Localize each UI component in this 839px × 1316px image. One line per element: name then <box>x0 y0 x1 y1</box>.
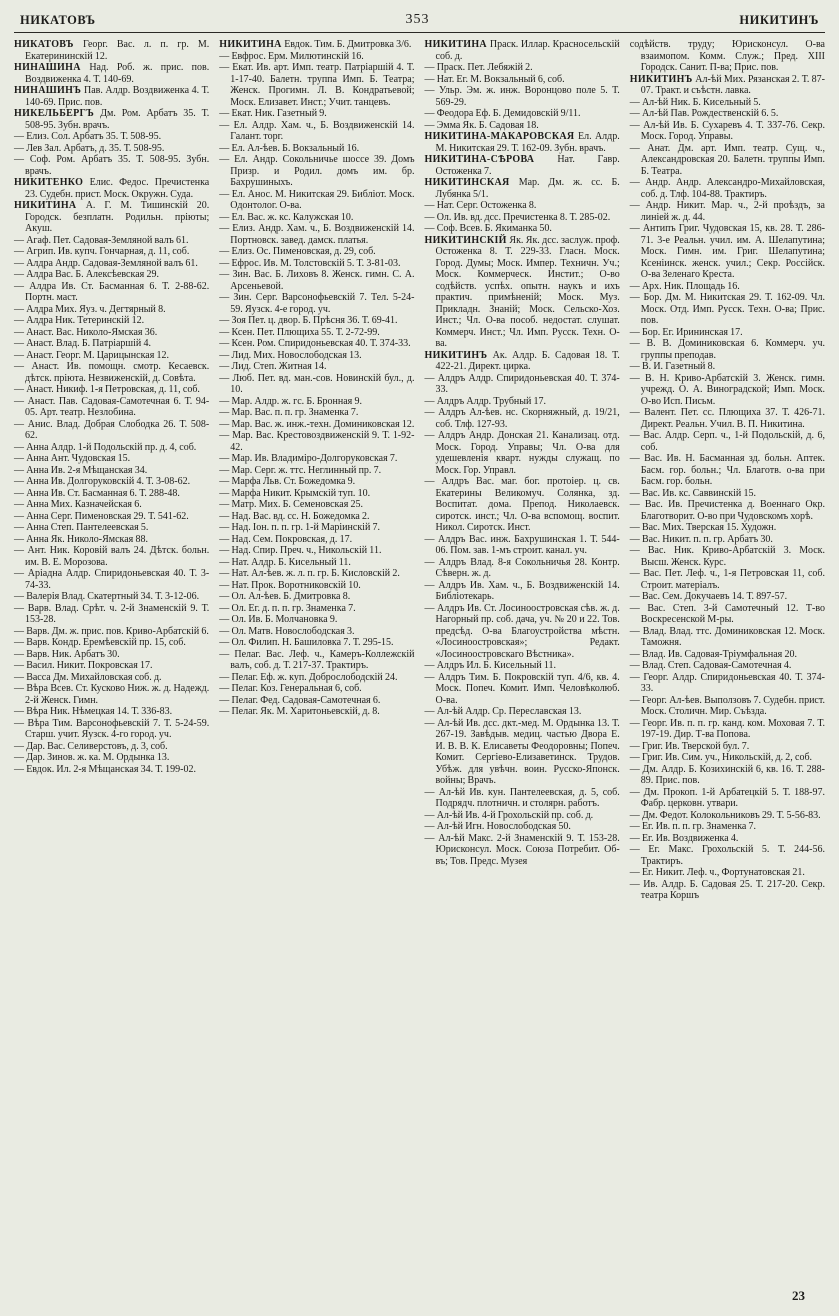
directory-entry: — В. Н. Криво-Арбатскій 3. Женск. гимн. учрежд. О. А. Виноградской; Имп. Моск. О-во Исп. Письм. <box>629 372 825 407</box>
directory-entry: — Дм. Прокоп. 1-й Арбатецкій 5. Т. 188-97. Фабр. церковн. утвари. <box>629 786 825 809</box>
surname: НИКИТИНА-СѢРОВА <box>424 154 558 165</box>
directory-entry: — Ал-ѣй Ив. кун. Пантелеевская, д. 5, соб. Подрядч. плотничн. и столярн. работъ. <box>424 786 620 809</box>
directory-entry: — Анис. Влад. Добрая Слободка 26. Т. 508-62. <box>14 418 210 441</box>
column-2 <box>219 39 414 718</box>
directory-entry: — Дм. Федот. Колокольниковъ 29. Т. 5-56-83. <box>629 809 821 821</box>
directory-entry: — Евфрос. Ерм. Милютинскій 16. <box>219 50 364 62</box>
directory-entry: — Влад. Степ. Садовая-Самотечная 4. <box>629 660 792 671</box>
header-rule <box>14 32 825 33</box>
directory-entry: — Анаст. Пав. Садовая-Самотечная 6. Т. 94-05. Арт. театр. Незлобина. <box>14 395 210 418</box>
directory-entry: — Пелаг. Вас. Леф. ч., Камеръ-Коллежскій валъ, соб. д. Т. 217-37. Трактиръ. <box>219 648 415 671</box>
directory-entry: — Ал-ѣй Ив. дсс. дкт.-мед. М. Ордынка 13. Т. 267-19. Завѣдыв. медиц. частью Двора Е. И. В. В. К. Елисаветы Феодоровны; Попеч. Комит. Сергіево-Елизаветинск. Трудов. Убѣж. для увѣчн. воин. Русско-Японск. войны; Врачъ. <box>424 717 620 786</box>
directory-entry: — Ант. Ник. Коровій валъ 24. Дѣтск. больн. им. В. Е. Морозова. <box>14 545 210 568</box>
directory-entry: — Алдръ Ал-ѣев. нс. Скорняжный, д. 19/21, соб. Тлф. 127-93. <box>424 407 620 430</box>
directory-entry: — Ив. Алдр. Б. Садовая 25. Т. 217-20. Секр. театра Коршъ <box>629 878 825 901</box>
directory-entry: — Григ. Ив. Сим. уч., Никольскій, д. 2, соб. <box>629 752 813 763</box>
directory-entry: — Нат. Ал-ѣев. ж. л. п. гр. Б. Кисловскій 2. <box>219 568 400 579</box>
directory-entry: — Мар. Серг. ж. ттс. Неглинный пр. 7. <box>219 464 382 476</box>
surname: НИКЕЛЬБЕРГЪ <box>14 108 101 119</box>
directory-entry: — Вас. Ив. кс. Саввинскій 15. <box>629 487 756 499</box>
directory-entry: — Ег. Ив. п. п. гр. Знаменка 7. <box>629 821 757 832</box>
directory-entry: — Над. Іон. п. п. гр. 1-й Маріинскій 7. <box>219 522 381 533</box>
directory-entry: — Андр. Никит. Мар. ч., 2-й проѣздъ, за линіей ж. д. 44. <box>629 200 825 223</box>
directory-entry: — Пелаг. Коз. Генеральная 6, соб. <box>219 683 362 694</box>
surname: НИКИТЕНКО <box>14 177 90 188</box>
directory-entry: — Ал-ѣй Макс. 2-й Знаменскій 9. Т. 153-28. Юрисконсул. Моск. Союза Потребит. Об-въ; Тов. Предс. Музея <box>424 832 620 867</box>
directory-entry: — В. В. Доминиковская 6. Коммерч. уч. группы преподав. <box>629 338 825 361</box>
directory-entry: НИКЕЛЬБЕРГЪ Дм. Ром. Арбатъ 35. Т. 508-95. Зубн. врачъ. <box>14 108 210 131</box>
directory-entry: НИКИТИНСКАЯ Мар. Дм. ж. сс. Б. Лубянка 5/1. <box>424 177 620 200</box>
directory-entry: — Ег. Ив. Воздвиженка 4. <box>629 832 739 844</box>
directory-entry: — Зин. Серг. Варсонофьевскій 7. Тел. 5-24-59. Яузск. 4-е город. уч. <box>219 292 415 315</box>
directory-entry: НИНАШИНА Над. Роб. ж. прис. пов. Воздвиженка 4. Т. 140-69. <box>14 62 210 85</box>
directory-entry: — Феодора Еф. Б. Демидовскій 9/11. <box>424 108 581 119</box>
directory-entry: — Лид. Степ. Житная 14. <box>219 361 327 372</box>
page-number: 353 <box>405 12 430 27</box>
surname: НИКИТИНА-МАКАРОВСКАЯ <box>424 131 579 142</box>
directory-entry: — Ел. Ал-ѣев. Б. Вокзальный 16. <box>219 142 360 154</box>
directory-entry: — Анна Ант. Чудовская 15. <box>14 453 131 464</box>
directory-entry: — Алдра Ник. Тетеринскій 12. <box>14 315 145 326</box>
directory-entry: — Пелаг. Як. М. Харитоньевскій, д. 8. <box>219 706 380 717</box>
directory-entry: — Анна Степ. Пантелеевская 5. <box>14 522 149 533</box>
directory-entry: — Алдръ Вас. инж. Бахрушинская 1. Т. 544-06. Пом. зав. 1-мъ строит. канал. уч. <box>424 533 620 556</box>
directory-entry: — Над. Сем. Покровская, д. 17. <box>219 533 353 545</box>
directory-entry: — Марфа Льв. Ст. Божедомка 9. <box>219 476 356 487</box>
directory-entry: — Ол. Ив. Б. Молчановка 9. <box>219 614 338 625</box>
directory-entry: — Елиз. Андр. Хам. ч., Б. Воздвиженскій 14. Портновск. завед. дамск. платья. <box>219 223 415 246</box>
directory-entry: — Ал-ѣй Алдр. Ср. Переславская 13. <box>424 706 582 717</box>
directory-entry: — Вас. Алдр. Серп. ч., 1-й Подольскій, д. 6, соб. <box>629 430 825 453</box>
directory-entry: — Вас. Пет. Леф. ч., 1-я Петровская 11, соб. Строит. матеріалъ. <box>629 568 825 591</box>
directory-entry: — Ел. Анос. М. Никитская 29. Библіот. Моск. Одонтолог. О-ва. <box>219 188 415 211</box>
directory-entry: НИКИТИНА-МАКАРОВСКАЯ Ел. Алдр. М. Никитская 29. Т. 162-09. Зубн. врачъ. <box>424 131 620 154</box>
directory-entry: — Анаст. Георг. М. Царицынская 12. <box>14 349 170 361</box>
directory-entry: — Ал-ѣй Ив. Б. Сухаревъ 4. Т. 337-76. Секр. Моск. Город. Управы. <box>629 119 825 142</box>
directory-entry: — Бор. Дм. М. Никитская 29. Т. 162-09. Чл. Моск. Отд. Имп. Русск. Техн. О-ва; Прис. пов. <box>629 292 825 326</box>
directory-entry: — Мар. Вас. ж. инж.-техн. Доминиковская 12. <box>219 418 415 430</box>
directory-entry: НИКИТИНА Праск. Иллар. Красносельскій соб. д. <box>424 39 620 62</box>
directory-entry: — Эмма Як. Б. Садовая 18. <box>424 119 539 131</box>
directory-entry: — Алдръ Тим. Б. Покровскій туп. 4/6, кв. 4. Моск. Попеч. Комит. Имп. Человѣколюб. О-ва. <box>424 671 620 706</box>
directory-entry: — Екат. Ив. арт. Имп. театр. Патріаршій 4. Т. 1-17-40. Балетн. труппа Имп. Б. Театра; Женск. Прогимн. Л. В. Кондратьевой; Моск. Елизавет. Инст.; Учит. танцевъ. <box>219 62 415 108</box>
directory-entry: — Пелаг. Фед. Садовая-Самотечная 6. <box>219 694 381 706</box>
directory-entry: — Пелаг. Еф. ж. куп. Доброслободскій 24. <box>219 671 398 683</box>
directory-entry: — Ульр. Эм. ж. инж. Воронцово поле 5. Т. 569-29. <box>424 85 620 108</box>
directory-entry: — Васса Дм. Михайловская соб. д. <box>14 671 162 683</box>
directory-entry: — Влад. Влад. ттс. Доминиковская 12. Моск. Таможня. <box>629 625 825 648</box>
column-1 <box>14 39 209 775</box>
directory-entry: — Анна Серг. Пименовская 29. Т. 541-62. <box>14 510 189 522</box>
running-head-left: НИКАТОВЪ <box>20 13 96 27</box>
surname: НИКИТИНСКІЙ <box>424 234 510 246</box>
running-head-right: НИКИТИНЪ <box>739 13 819 27</box>
directory-entry: — Григ. Ив. Тверской бул. 7. <box>629 740 750 752</box>
directory-entry: — Алдръ Вас. маг. бог. протоіер. ц. св. Екатерины Великомуч. Солянка, зд. Воспитат. дома. Препод. Николаевск. сиротск. инст.; Чл. О-ва вспомощ. воспит. Никол. Сиротск. Инст. <box>424 476 620 533</box>
directory-entry: — Нат. Серг. Остоженка 8. <box>424 200 537 211</box>
directory-entry: — Ксен. Пет. Плющиха 55. Т. 2-72-99. <box>219 326 380 338</box>
directory-entry: — Алдра Андр. Садовая-Земляной валъ 61. <box>14 257 198 269</box>
directory-entry: — Ал-ѣй Игн. Новослободская 50. <box>424 821 571 832</box>
running-head <box>14 10 825 31</box>
directory-entry: — Ег. Макс. Грохольскій 5. Т. 244-56. Трактиръ. <box>629 844 825 867</box>
directory-entry: — Васил. Никит. Покровская 17. <box>14 660 153 671</box>
directory-entry: — Лид. Мих. Новослободская 13. <box>219 349 362 361</box>
directory-entry: — Ол. Ив. вд. дсс. Пречистенка 8. Т. 285-02. <box>424 211 611 223</box>
directory-entry: — Над. Спир. Преч. ч., Никольскій 11. <box>219 545 382 556</box>
directory-entry: — Вас. Степ. 3-й Самотечный 12. Т-во Воскресенской М-ры. <box>629 602 825 625</box>
directory-entry: — Нат. Алдр. Б. Кисельный 11. <box>219 556 351 568</box>
directory-entry: — Алдра Мих. Яуз. ч. Дегтярный 8. <box>14 303 166 315</box>
directory-entry: НИКИТИНЪ Ал-ѣй Мих. Рязанская 2. Т. 87-07. Тракт. и съѣстн. лавка. <box>629 73 825 96</box>
surname: НИКИТИНСКАЯ <box>424 177 519 188</box>
directory-entry: — Анаст. Никиф. 1-я Петровская, д. 11, соб. <box>14 384 200 395</box>
directory-entry: — Алдръ Андр. Донская 21. Канализац. отд. Моск. Город. Управы; Чл. О-ва для удешевленія кварт. нужды служащ. по Моск. Гор. Управл. <box>424 430 620 476</box>
directory-entry: — Ег. Никит. Леф. ч., Фортунатовская 21. <box>629 867 805 878</box>
directory-entry: — Соф. Ром. Арбатъ 35. Т. 508-95. Зубн. врачъ. <box>14 154 210 177</box>
directory-entry: — Зин. Вас. Б. Лиховъ 8. Женск. гимн. С. А. Арсеньевой. <box>219 269 415 292</box>
directory-entry: — Мар. Ив. Владиміро-Долгоруковская 7. <box>219 453 398 464</box>
directory-entry: — Ал-ѣй Ив. 4-й Грохольскій пр. соб. д. <box>424 809 594 821</box>
directory-entry: — Вас. Ник. Криво-Арбатскій 3. Моск. Высш. Женск. Курс. <box>629 545 825 568</box>
directory-entry: — Ел. Алдр. Хам. ч., Б. Воздвиженскій 14. Галант. торг. <box>219 119 415 142</box>
directory-entry: — Зоя Пет. ц. двор. Б. Прѣсня 36. Т. 69-41. <box>219 315 398 326</box>
directory-entry: — Ол. Матв. Новослободская 3. <box>219 625 355 637</box>
directory-entry: — Анна Як. Николо-Ямская 88. <box>14 533 148 545</box>
directory-entry: — Алдра Вас. Б. Алексѣевская 29. <box>14 269 159 280</box>
directory-entry: — Георг. Ив. п. п. гр. канд. ком. Моховая 7. Т. 197-19. Дир. Т-ва Попова. <box>629 717 825 740</box>
directory-entry: — Вѣра Тим. Варсонофьевскій 7. Т. 5-24-59. Старш. учит. Яузск. 4-го город. уч. <box>14 717 210 740</box>
directory-entry: НИКИТИНА А. Г. М. Тишинскій 20. Городск. безплатн. Родильн. пріюты; Акуш. <box>14 200 210 234</box>
directory-entry: НИКИТИНСКІЙ Як. Як. дсс. заслуж. проф. Остоженка 8. Т. 229-33. Гласн. Моск. Город. Думы; Моск. Импер. Техничн. Уч.; Моск. Коммерческ. Инстит.; О-во содѣйств. успѣх. опытн. наукъ и ихъ практич. примѣненій; Моск. Муз. Прикладн. Знаній; Моск. Сельско-Хоз. Инст.; Чл. О-ва пособ. недостат. слушат. Коммерч. Инст.; Чл. Имп. Русск. Техн. О-ва. <box>424 234 620 349</box>
directory-entry: — Ал-ѣй Пав. Рождественскій 6. 5. <box>629 108 779 119</box>
directory-entry: — Праск. Пет. Лебяжій 2. <box>424 62 533 73</box>
directory-entry: — Анна Ив. Ст. Басманная 6. Т. 288-48. <box>14 487 180 499</box>
directory-entry: — Мар. Алдр. ж. гс. Б. Бронная 9. <box>219 395 362 407</box>
column-4 <box>630 39 825 902</box>
directory-entry: — Ефрос. Ив. М. Толстовскій 5. Т. 3-81-03. <box>219 257 401 269</box>
directory-entry: — Анаст. Влад. Б. Патріаршій 4. <box>14 338 151 349</box>
directory-entry: — Анна Ив. Долгоруковскій 4. Т. 3-08-62. <box>14 476 191 487</box>
directory-entry: — Елиз. Ос. Пименовская, д. 29, соб. <box>219 246 376 257</box>
directory-entry: — Анаст. Вас. Николо-Ямская 36. <box>14 326 158 338</box>
directory-entry: — Матр. Мих. Б. Семеновская 25. <box>219 499 363 510</box>
surname: НИКИТИНА <box>14 200 86 211</box>
directory-entry: — Вѣра Ник. Нѣмецкая 14. Т. 336-83. <box>14 706 173 717</box>
directory-entry: — Соф. Всев. Б. Якиманка 50. <box>424 223 552 234</box>
directory-entry: — Нат. Ег. М. Вокзальный 6, соб. <box>424 73 565 85</box>
directory-entry: — Ел. Вас. ж. кс. Калужская 10. <box>219 211 354 223</box>
surname: НИНАШИНЪ <box>14 85 84 96</box>
directory-entry: — Бор. Ег. Ирининская 17. <box>629 326 743 338</box>
column-3 <box>425 39 620 867</box>
surname: НИКИТИНА <box>219 39 285 50</box>
directory-entry: — Вас. Сем. Докучаевъ 14. Т. 897-57. <box>629 591 788 602</box>
directory-entry: — Валент. Пет. сс. Плющиха 37. Т. 426-71. Директ. Реальн. Учил. В. П. Никитина. <box>629 407 825 430</box>
directory-entry: — Евдок. Ил. 2-я Мѣщанская 34. Т. 199-02. <box>14 763 197 775</box>
directory-entry: — Арх. Ник. Площадь 16. <box>629 280 740 292</box>
directory-entry: — Дм. Алдр. Б. Козихинскій 6, кв. 16. Т. 288-89. Прис. пов. <box>629 763 825 786</box>
directory-entry: — Варв. Ник. Арбатъ 30. <box>14 648 120 660</box>
directory-entry: — Агаф. Пет. Садовая-Земляной валъ 61. <box>14 234 189 246</box>
directory-entry: — В. И. Газетный 8. <box>629 361 716 372</box>
surname: НИКИТИНЪ <box>629 73 696 85</box>
directory-entry: — Варв. Дм. ж. прис. пов. Криво-Арбатскій 6. <box>14 625 209 637</box>
directory-entry: — Анаст. Ив. помощн. смотр. Кесаевск. дѣтск. пріюта. Незвиженскій, д. Совѣта. <box>14 361 210 384</box>
columns <box>14 39 825 902</box>
directory-entry: — Анна Ив. 2-я Мѣщанская 34. <box>14 464 148 476</box>
directory-entry: — Георг. Ал-ѣев. Выползовъ 7. Судебн. прист. Моск. Столичн. Мир. Съѣзда. <box>629 694 825 717</box>
directory-entry: НИКИТИНА-СѢРОВА Нат. Гавр. Остоженка 7. <box>424 154 620 177</box>
directory-entry: — Алдръ Алдр. Трубный 17. <box>424 395 547 407</box>
directory-entry: — Влад. Ив. Садовая-Тріумфальная 20. <box>629 648 797 660</box>
directory-entry: — Аріадна Алдр. Спиридоньевская 40. Т. 3-74-33. <box>14 568 210 591</box>
directory-entry: — Анна Алдр. 1-й Подольскій пр. д. 4, соб. <box>14 441 197 453</box>
directory-entry: — Ол. Филип. Н. Башиловка 7. Т. 295-15. <box>219 637 394 648</box>
sheet-number: 23 <box>792 1288 805 1303</box>
directory-entry: — Алдръ Ив. Хам. ч., Б. Воздвиженскій 14. Библіотекарь. <box>424 579 620 602</box>
directory-entry: — Над. Вас. вд. сс. Н. Божедомка 2. <box>219 510 370 522</box>
surname: НИКИТИНЪ <box>424 349 493 361</box>
directory-entry: — Алдръ Ил. Б. Кисельный 11. <box>424 660 557 671</box>
directory-entry: — Алдръ Ив. Ст. Лосиноостровская сѣв. ж. д. Нагорный пр. соб. дача, уч. № 20 и 22. Тов. предсѣд. О-ва Благоустройства мѣстн. «Лосиноостровская»; Редакт. «Лосиноостровскаго Вѣстника». <box>424 602 620 660</box>
directory-entry: — Лев Зал. Арбатъ, д. 35. Т. 508-95. <box>14 142 165 154</box>
directory-entry: — Вас. Никит. п. п. гр. Арбатъ 30. <box>629 533 773 545</box>
directory-entry: — Анна Мих. Казначейская 6. <box>14 499 142 510</box>
directory-entry: — Варв. Кондр. Еремѣевскій пр. 15, соб. <box>14 637 186 648</box>
directory-entry: НИКАТОВЪ Георг. Вас. л. п. гр. М. Екатерининскій 12. <box>14 39 210 62</box>
directory-entry: — Алдръ Влад. 8-я Сокольничья 28. Контр. Сѣверн. ж. д. <box>424 556 620 579</box>
directory-entry: — Агрип. Ив. купч. Гончарная, д. 11, соб. <box>14 246 190 257</box>
directory-entry: — Люб. Пет. вд. ман.-сов. Новинскій бул., д. 10. <box>219 372 415 395</box>
surname: НИКАТОВЪ <box>14 39 83 50</box>
directory-entry: — Ол. Ег. д. п. п. гр. Знаменка 7. <box>219 602 356 614</box>
directory-entry: — Ксен. Ром. Спиридоньевская 40. Т. 374-33. <box>219 338 411 349</box>
surname: НИНАШИНА <box>14 62 90 73</box>
directory-entry: — Ел. Андр. Сокольничье шоссе 39. Домъ Призр. и Родил. домъ им. бр. Бахрушиныхъ. <box>219 154 415 188</box>
directory-entry: НИКИТЕНКО Елис. Федос. Пречистенка 23. Судебн. прист. Моск. Окружн. Суда. <box>14 177 210 200</box>
directory-entry: НИКИТИНА Евдок. Тим. Б. Дмитровка 3/6. <box>219 39 412 50</box>
directory-entry: — Алдръ Алдр. Спиридоньевская 40. Т. 374-33. <box>424 372 620 395</box>
directory-entry: НИКИТИНЪ Ак. Алдр. Б. Садовая 18. Т. 422-21. Директ. цирка. <box>424 349 620 372</box>
directory-entry: — Ал-ѣй Ник. Б. Кисельный 5. <box>629 96 761 108</box>
directory-entry: — Алдра Ив. Ст. Басманная 6. Т. 2-88-62. Портн. маст. <box>14 280 210 303</box>
directory-entry: содѣйств. труду; Юрисконсул. О-ва взаимопом. Комм. Служ.; Пред. XIII Городск. Санит. П-ва; Прис. пов. <box>629 39 825 73</box>
directory-entry: — Анат. Дм. арт. Имп. театр. Сущ. ч., Александровская 20. Балетн. труппы Имп. Б. Театра. <box>629 142 825 177</box>
directory-entry: — Мар. Вас. п. п. гр. Знаменка 7. <box>219 407 359 418</box>
directory-entry: — Вѣра Всев. Ст. Кусково Ниж. ж. д. Надежд. 2-й Женск. Гимн. <box>14 683 210 706</box>
directory-entry: — Вас. Мих. Тверская 15. Художн. <box>629 522 777 533</box>
directory-entry: — Марфа Никит. Крымскій туп. 10. <box>219 487 371 499</box>
directory-entry: — Дар. Вас. Селиверстовъ, д. 3, соб. <box>14 740 168 752</box>
directory-entry: — Нат. Прок. Воротниковскій 10. <box>219 579 361 591</box>
directory-entry: — Варв. Влад. Срѣт. ч. 2-й Знаменскій 9. Т. 153-28. <box>14 602 210 625</box>
directory-entry: — Ол. Ал-ѣев. Б. Дмитровка 8. <box>219 591 351 602</box>
directory-entry: НИНАШИНЪ Пав. Алдр. Воздвиженка 4. Т. 140-69. Прис. пов. <box>14 85 210 108</box>
directory-entry: — Георг. Алдр. Спиридоньевская 40. Т. 374-33. <box>629 671 825 694</box>
directory-entry: — Андр. Андр. Александро-Михайловская, соб. д. Тлф. 104-88. Трактиръ. <box>629 177 825 200</box>
directory-entry: — Валерія Влад. Скатертный 34. Т. 3-12-06. <box>14 591 200 602</box>
surname: НИКИТИНА <box>424 39 490 50</box>
directory-entry: — Антипъ Григ. Чудовская 15, кв. 28. Т. 286-71. 3-е Реальн. учил. им. А. Шелапутина; Моск. Гимн. им. Григ. Шелапутина; Ксеніинск. женск. учил.; Секр. Россійск. О-ва Зеленаго Креста. <box>629 223 825 280</box>
directory-entry: — Вас. Ив. Н. Басманная зд. больн. Аптек. Басм. гор. больн.; Чл. Благотв. о-ва при Басм. гор. больн. <box>629 453 825 487</box>
directory-entry: — Вас. Ив. Пречистенка д. Военнаго Окр. Благотворит. О-во при Чудовскомъ хорѣ. <box>629 499 825 522</box>
directory-entry: — Дар. Зинов. ж. ка. М. Ордынка 13. <box>14 752 170 763</box>
directory-entry: — Екат. Ник. Газетный 9. <box>219 108 327 119</box>
directory-entry: — Елиз. Сол. Арбатъ 35. Т. 508-95. <box>14 131 162 142</box>
directory-entry: — Мар. Вас. Крестовоздвиженскій 9. Т. 1-92-42. <box>219 430 415 453</box>
